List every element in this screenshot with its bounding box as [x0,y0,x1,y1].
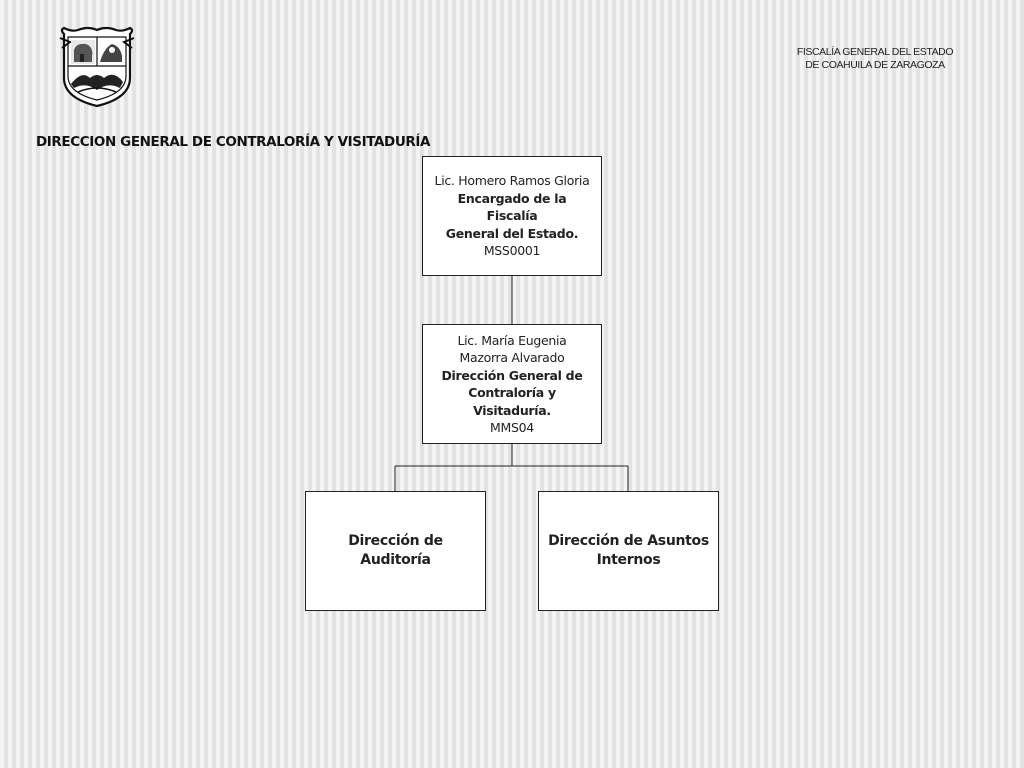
direccion-general-position-line2: Contraloría y Visitaduría. [468,385,556,418]
page-title: DIRECCION GENERAL DE CONTRALORÍA Y VISITADURÍA [36,134,431,150]
org-box-asuntos-internos [538,491,719,611]
encargado-position-line2: General del Estado. [445,225,579,241]
direccion-general-name-line1: Lic. María Eugenia [457,332,567,348]
direccion-general-code: MMS04 [490,420,534,435]
institution-name-line2: DE COAHUILA DE ZARAGOZA [805,59,945,71]
org-box-direccion-general [422,324,602,444]
direccion-general-name-line2: Mazorra Alvarado [459,350,565,365]
encargado-code: MSS0001 [483,243,541,259]
org-box-auditoria [305,491,486,611]
auditoria-label: Dirección de Auditoría [348,533,443,568]
encargado-name: Lic. Homero Ramos Gloria [434,173,590,189]
direccion-general-position-line1: Dirección General de [441,367,583,383]
institution-name-line1: FISCALÍA GENERAL DEL ESTADO [796,46,954,58]
asuntos-internos-label-line1: Dirección de Asuntos [548,533,709,549]
encargado-position-line1: Encargado de la Fiscalía [457,190,567,224]
asuntos-internos-label-line2: Internos [596,552,661,568]
org-box-encargado [422,156,602,276]
